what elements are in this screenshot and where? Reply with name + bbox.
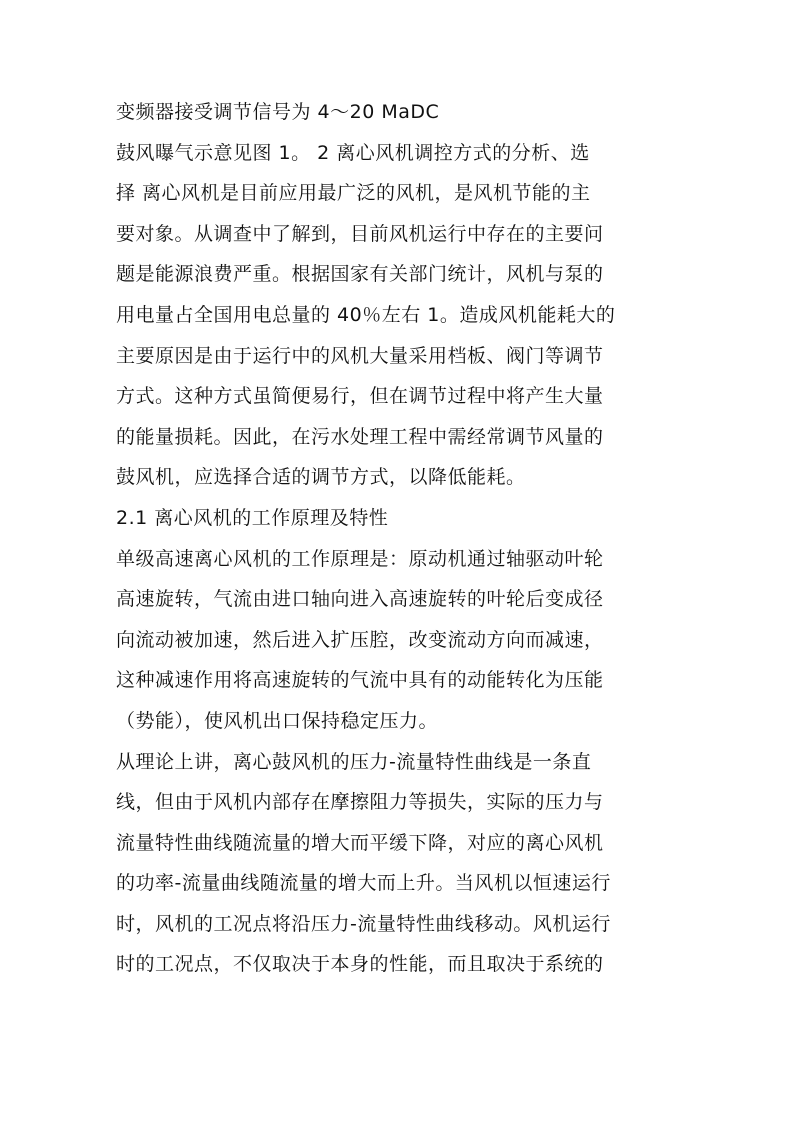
text-line: 的功率-流量曲线随流量的增大而上升。当风机以恒速运行	[116, 872, 611, 895]
section-heading: 2.1 离心风机的工作原理及特性	[116, 506, 389, 529]
text-line: 变频器接受调节信号为 4～20 MaDC	[116, 101, 440, 123]
text-line: 从理论上讲，离心鼓风机的压力-流量特性曲线是一条直	[116, 750, 592, 773]
document-body	[116, 92, 676, 985]
text-line: （势能），使风机出口保持稳定压力。	[116, 709, 439, 732]
text-line: 流量特性曲线随流量的增大而平缓下降，对应的离心风机	[116, 831, 604, 854]
text-line: 要对象。从调查中了解到，目前风机运行中存在的主要问	[116, 222, 604, 245]
text-line: 线，但由于风机内部存在摩擦阻力等损失，实际的压力与	[116, 791, 604, 814]
text-line: 向流动被加速，然后进入扩压腔，改变流动方向而减速，	[116, 628, 604, 651]
text-line: 单级高速离心风机的工作原理是：原动机通过轴驱动叶轮	[116, 547, 604, 570]
text-line: 题是能源浪费严重。根据国家有关部门统计，风机与泵的	[116, 263, 604, 286]
text-line: 这种减速作用将高速旋转的气流中具有的动能转化为压能	[116, 669, 604, 692]
text-line: 鼓风曝气示意见图 1。 2 离心风机调控方式的分析、选	[116, 141, 590, 164]
text-line: 择 离心风机是目前应用最广泛的风机，是风机节能的主	[116, 182, 591, 205]
text-line: 时的工况点，不仅取决于本身的性能，而且取决于系统的	[116, 953, 604, 976]
text-line: 方式。这种方式虽简便易行，但在调节过程中将产生大量	[116, 385, 604, 408]
text-line: 高速旋转，气流由进口轴向进入高速旋转的叶轮后变成径	[116, 588, 604, 611]
text-line: 鼓风机，应选择合适的调节方式，以降低能耗。	[116, 466, 526, 489]
text-line: 的能量损耗。因此，在污水处理工程中需经常调节风量的	[116, 425, 604, 448]
text-line: 主要原因是由于运行中的风机大量采用档板、阀门等调节	[116, 344, 604, 367]
text-line: 用电量占全国用电总量的 40％左右 1。造成风机能耗大的	[116, 303, 616, 326]
text-line: 时，风机的工况点将沿压力-流量特性曲线移动。风机运行	[116, 912, 611, 935]
